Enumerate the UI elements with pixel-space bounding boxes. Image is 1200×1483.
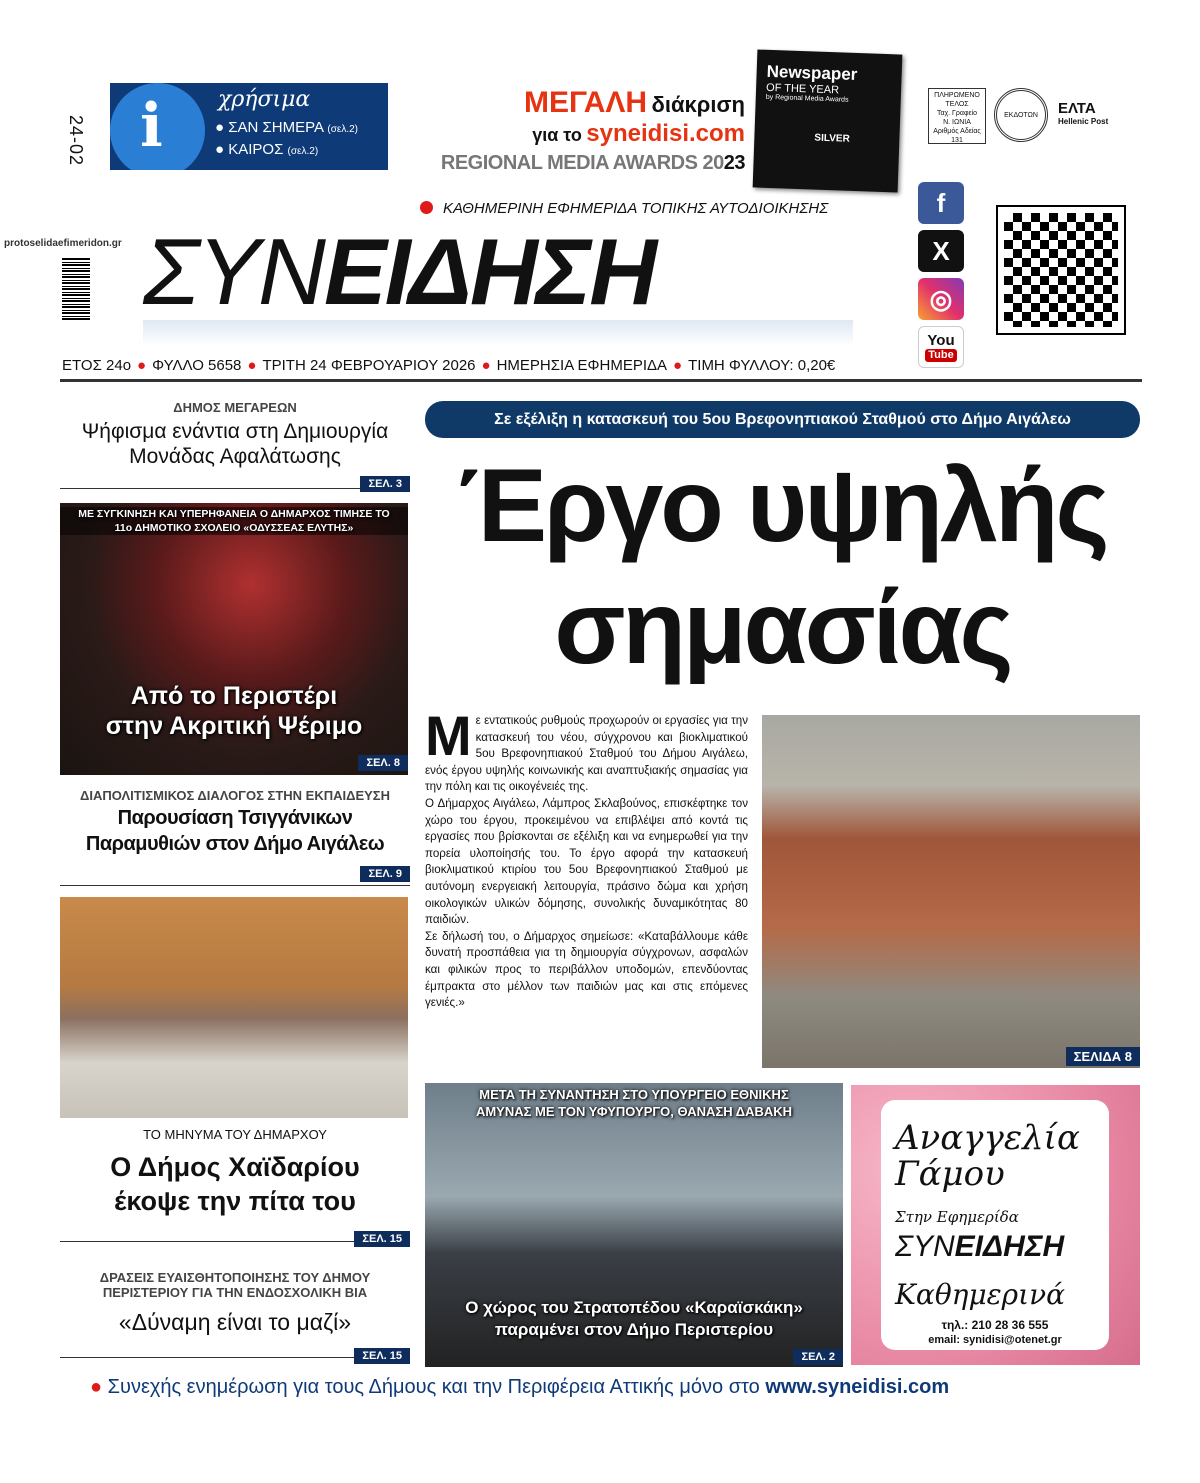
body-paragraph: Ο Δήμαρχος Αιγάλεω, Λάμπρος Σκλαβούνος, επισκέφτηκε τον χώρο του έργου, προκειμένου να επιβλέψει από κοντά τις εργασίες που βρίσκονται σε εξέλιξη και να ενημερωθεί για την πορεία υλοποίησής του. Το έργο αφορά την κατασκευή βιοκλιματικού κτιρίου του 5ου Βρεφονηπιακού Σταθμού με αυτόνομη ενεργειακή λειτουργία, πράσινο δώμα και χρήση οικολογικών υλικών δόμησης, συνολικής δυναμικότητας 80 παιδιών. — [425, 796, 748, 927]
footer-text: Συνεχής ενημέρωση για τους Δήμους και την Περιφέρεια Αττικής μόνο στο — [107, 1376, 760, 1398]
ad-brand-logo — [895, 1230, 1064, 1264]
ad-title: Γάμου — [895, 1154, 1005, 1194]
award-year: 23 — [723, 152, 745, 174]
x-icon[interactable] — [918, 230, 964, 272]
body-paragraph: Σε δήλωσή του, ο Δήμαρχος σημείωσε: «Καταβάλλουμε κάθε δυνατή προσπάθεια για τη δημιουργία σύγχρονων, ασφαλών και φιλικών προς το περιβάλλον υποδομών, επενδύοντας έμπρακτα στο μέλλον των παιδιών μας και στις επόμενες γενιές.» — [425, 929, 748, 1010]
story-headline: Ο Δήμος Χαϊδαρίου — [110, 1152, 360, 1182]
headline-line: Έργο υψηλής — [458, 448, 1107, 564]
header-rule — [60, 379, 1142, 382]
page-tag: ΣΕΛ. 3 — [360, 476, 410, 492]
page-tag: ΣΕΛΙΔΑ 8 — [1066, 1047, 1140, 1066]
elta-logo — [1058, 100, 1108, 126]
stratopedo-photo[interactable] — [425, 1083, 843, 1367]
award-line1: διάκριση — [651, 92, 745, 117]
story-kicker: ΔΗΜΟΣ ΜΕΓΑΡΕΩΝ — [173, 400, 297, 415]
photo-caption: ΜΕΤΑ ΤΗ ΣΥΝΑΝΤΗΣΗ ΣΤΟ ΥΠΟΥΡΓΕΙΟ ΕΘΝΙΚΗΣ ΑΜΥΝΑΣ ΜΕ ΤΟΝ ΥΦΥΠΟΥΡΓΟ, ΘΑΝΑΣΗ ΔΑΒΑΚΗ — [475, 1087, 793, 1119]
plaque-level: SILVER — [814, 132, 850, 145]
elta-sub: Hellenic Post — [1058, 117, 1109, 126]
story-chaidari[interactable] — [60, 1127, 410, 1249]
page-tag: ΣΕΛ. 8 — [358, 755, 408, 771]
info-title: χρήσιμα — [218, 87, 311, 112]
instagram-glyph: ◎ — [929, 283, 953, 314]
story-headline: Ψήφισμα ενάντια στη Δημιουργία Μονάδας Αφαλάτωσης — [81, 420, 389, 468]
photo-title: Από το Περιστέρι — [130, 682, 338, 710]
award-url[interactable]: syneidisi.com — [586, 120, 745, 147]
lead-banner: Σε εξέλιξη η κατασκευή του 5ου Βρεφονηπιακού Σταθμού στο Δήμο Αιγάλεω — [425, 401, 1140, 438]
plaque-title: Newspaper — [766, 61, 858, 85]
ad-phone: τηλ.: 210 28 36 555 — [941, 1318, 1049, 1332]
ad-email: email: synidisi@otenet.gr — [928, 1334, 1062, 1346]
masthead-tagline — [420, 200, 828, 218]
page-tag: ΣΕΛ. 15 — [354, 1231, 410, 1247]
story-kicker: ΤΟ ΜΗΝΥΜΑ ΤΟΥ ΔΗΜΑΡΧΟΥ — [143, 1127, 327, 1142]
award-text — [390, 86, 745, 175]
photo-title: παραμένει στον Δήμο Περιστερίου — [494, 1320, 774, 1339]
info-box — [110, 83, 388, 170]
drop-cap: Μ — [425, 704, 472, 767]
issue-price: ΤΙΜΗ ΦΥΛΛΟΥ: 0,20€ — [688, 357, 836, 374]
instagram-icon[interactable] — [918, 278, 964, 320]
youtube-icon[interactable] — [918, 326, 964, 368]
footer-url[interactable]: www.syneidisi.com — [765, 1376, 950, 1398]
tagline-text: ΚΑΘΗΜΕΡΙΝΗ ΕΦΗΜΕΡΙΔΑ ΤΟΠΙΚΗΣ ΑΥΤΟΔΙΟΙΚΗΣΗΣ — [443, 200, 829, 217]
story-peristeri-photo[interactable] — [60, 503, 408, 775]
info-item[interactable]: ● ΚΑΙΡΟΣ (σελ.2) — [215, 141, 319, 158]
ad-card — [881, 1100, 1109, 1350]
wedding-ad[interactable] — [851, 1085, 1140, 1365]
story-peristeri-violence[interactable] — [60, 1270, 410, 1370]
barcode — [62, 258, 90, 320]
story-kicker: ΔΡΑΣΕΙΣ ΕΥΑΙΣΘΗΤΟΠΟΙΗΣΗΣ ΤΟΥ ΔΗΜΟΥ — [99, 1270, 371, 1285]
award-line2: για το — [532, 125, 582, 145]
x-glyph: X — [932, 235, 950, 266]
brand-light: ΣΥΝ — [895, 1230, 955, 1263]
ad-title: Αναγγελία — [895, 1118, 1080, 1158]
masthead-logo[interactable] — [143, 219, 656, 324]
plaque-by: by Regional Media Awards — [765, 93, 849, 104]
info-item-label: ΣΑΝ ΣΗΜΕΡΑ — [228, 119, 324, 136]
story-aigaleo-fairytales[interactable] — [60, 788, 410, 886]
ad-sub: Στην Εφημερίδα — [895, 1208, 1019, 1226]
plaque-sub: OF THE YEAR — [765, 81, 840, 97]
publishers-seal — [994, 88, 1048, 142]
stamp-line: ΠΛΗΡΩΜΕΝΟ — [934, 92, 980, 99]
qr-code[interactable] — [996, 205, 1126, 335]
facebook-icon[interactable] — [918, 182, 964, 224]
story-headline: Παρουσίαση Τσιγγάνικων — [117, 807, 353, 829]
award-line3: REGIONAL MEDIA AWARDS 20 — [440, 152, 724, 174]
story-headline: έκοψε την πίτα του — [114, 1186, 356, 1216]
issue-info-line: ΕΤΟΣ 24ο ● ΦΥΛΛΟ 5658 ● ΤΡΙΤΗ 24 ΦΕΒΡΟΥΑΡΙΟΥ 2026 ● ΗΜΕΡΗΣΙΑ ΕΦΗΜΕΡΙΔΑ ● ΤΙΜΗ ΦΥΛΛΟΥ: 0,20€ — [62, 357, 836, 374]
red-dot-icon — [420, 201, 433, 214]
construction-site-photo[interactable] — [762, 715, 1140, 1068]
stamp-line: ΤΕΛΟΣ — [945, 101, 969, 108]
logo-light: ΣΥΝ — [143, 219, 324, 324]
body-paragraph: ε εντατικούς ρυθμούς προχωρούν οι εργασίες για την κατασκευή του νέου, σύγχρονου και βιοκλιματικού 5ου Βρεφονηπιακού Σταθμού του Δήμου Αιγάλεω, ενός έργου υψηλής κοινωνικής και αναπτυξιακής σημασίας για την πόλη και τις οικογένειές της. — [425, 714, 748, 794]
brand-bold: ΕΙΔΗΣΗ — [954, 1230, 1065, 1263]
stamp-line: Ταχ. Γραφείο — [936, 110, 978, 117]
divider — [60, 488, 410, 489]
issue-sheet: ΦΥΛΛΟ 5658 — [152, 357, 242, 374]
ad-daily: Καθημερινά — [895, 1278, 1066, 1311]
logo-bold: ΕΙΔΗΣΗ — [323, 219, 656, 324]
story-megara[interactable] — [60, 400, 410, 492]
elta-text: ΕΛΤΑ — [1058, 100, 1096, 117]
issue-type: ΗΜΕΡΗΣΙΑ ΕΦΗΜΕΡΙΔΑ — [496, 357, 668, 374]
lead-headline[interactable] — [425, 445, 1140, 689]
award-big: ΜΕΓΑΛΗ — [523, 86, 648, 119]
qr-pattern — [1004, 213, 1118, 327]
story-headline: «Δύναμη είναι το μαζί» — [118, 1309, 352, 1335]
youtube-glyph: You — [927, 331, 955, 349]
stamp-line: Ν. ΙΩΝΙΑ — [943, 119, 971, 126]
page-tag: ΣΕΛ. 15 — [354, 1348, 410, 1364]
info-item-label: ΚΑΙΡΟΣ — [228, 141, 284, 158]
issue-date: ΤΡΙΤΗ 24 ΦΕΒΡΟΥΑΡΙΟΥ 2026 — [262, 357, 476, 374]
headline-line: σημασίας — [554, 570, 1011, 686]
story-kicker: ΔΙΑΠΟΛΙΤΙΣΜΙΚΟΣ ΔΙΑΛΟΓΟΣ ΣΤΗΝ ΕΚΠΑΙΔΕΥΣΗ — [80, 788, 390, 803]
page-tag: ΣΕΛ. 2 — [793, 1349, 843, 1365]
footer-promo — [90, 1376, 949, 1399]
photo-title: στην Ακριτική Ψέριμο — [105, 712, 363, 740]
photo-title: Ο χώρος του Στρατοπέδου «Καραϊσκάκη» — [465, 1298, 803, 1317]
divider — [60, 885, 410, 886]
lead-article-body — [425, 704, 748, 1012]
meeting-hall-photo — [60, 897, 408, 1118]
info-item[interactable]: ● ΣΑΝ ΣΗΜΕΡΑ (σελ.2) — [215, 119, 358, 136]
info-item-page: (σελ.2) — [327, 124, 358, 135]
watermark: protoselidaefimeridon.gr — [4, 238, 122, 249]
youtube-tube: Tube — [925, 349, 956, 362]
story-kicker: ΠΕΡΙΣΤΕΡΙΟΥ ΓΙΑ ΤΗΝ ΕΝΔΟΣΧΟΛΙΚΗ ΒΙΑ — [102, 1285, 368, 1300]
info-icon: i — [140, 91, 163, 161]
seal-text: ΕΚΔΟΤΩΝ — [1004, 111, 1038, 119]
story-headline: Παραμυθιών στον Δήμο Αιγάλεω — [85, 833, 385, 855]
photo-caption: ΜΕ ΣΥΓΚΙΝΗΣΗ ΚΑΙ ΥΠΕΡΗΦΑΝΕΙΑ Ο ΔΗΜΑΡΧΟΣ ΤΙΜΗΣΕ ΤΟ 11ο ΔΗΜΟΤΙΚΟ ΣΧΟΛΕΙΟ «ΟΔΥΣΣΕΑΣ ΕΛΥΤΗΣ» — [60, 507, 408, 535]
award-plaque — [753, 50, 903, 193]
page-tag: ΣΕΛ. 9 — [360, 866, 410, 882]
red-dot-icon: ● — [90, 1376, 108, 1398]
issue-date-vertical: 24-02 — [66, 114, 87, 167]
stamp-line: 131 — [951, 137, 963, 144]
facebook-glyph: f — [936, 187, 946, 218]
stamp-line: Αριθμός Αδείας — [933, 128, 981, 135]
paid-postage-stamp — [928, 88, 986, 144]
info-item-page: (σελ.2) — [287, 146, 319, 157]
issue-year: ΕΤΟΣ 24ο — [62, 357, 132, 374]
